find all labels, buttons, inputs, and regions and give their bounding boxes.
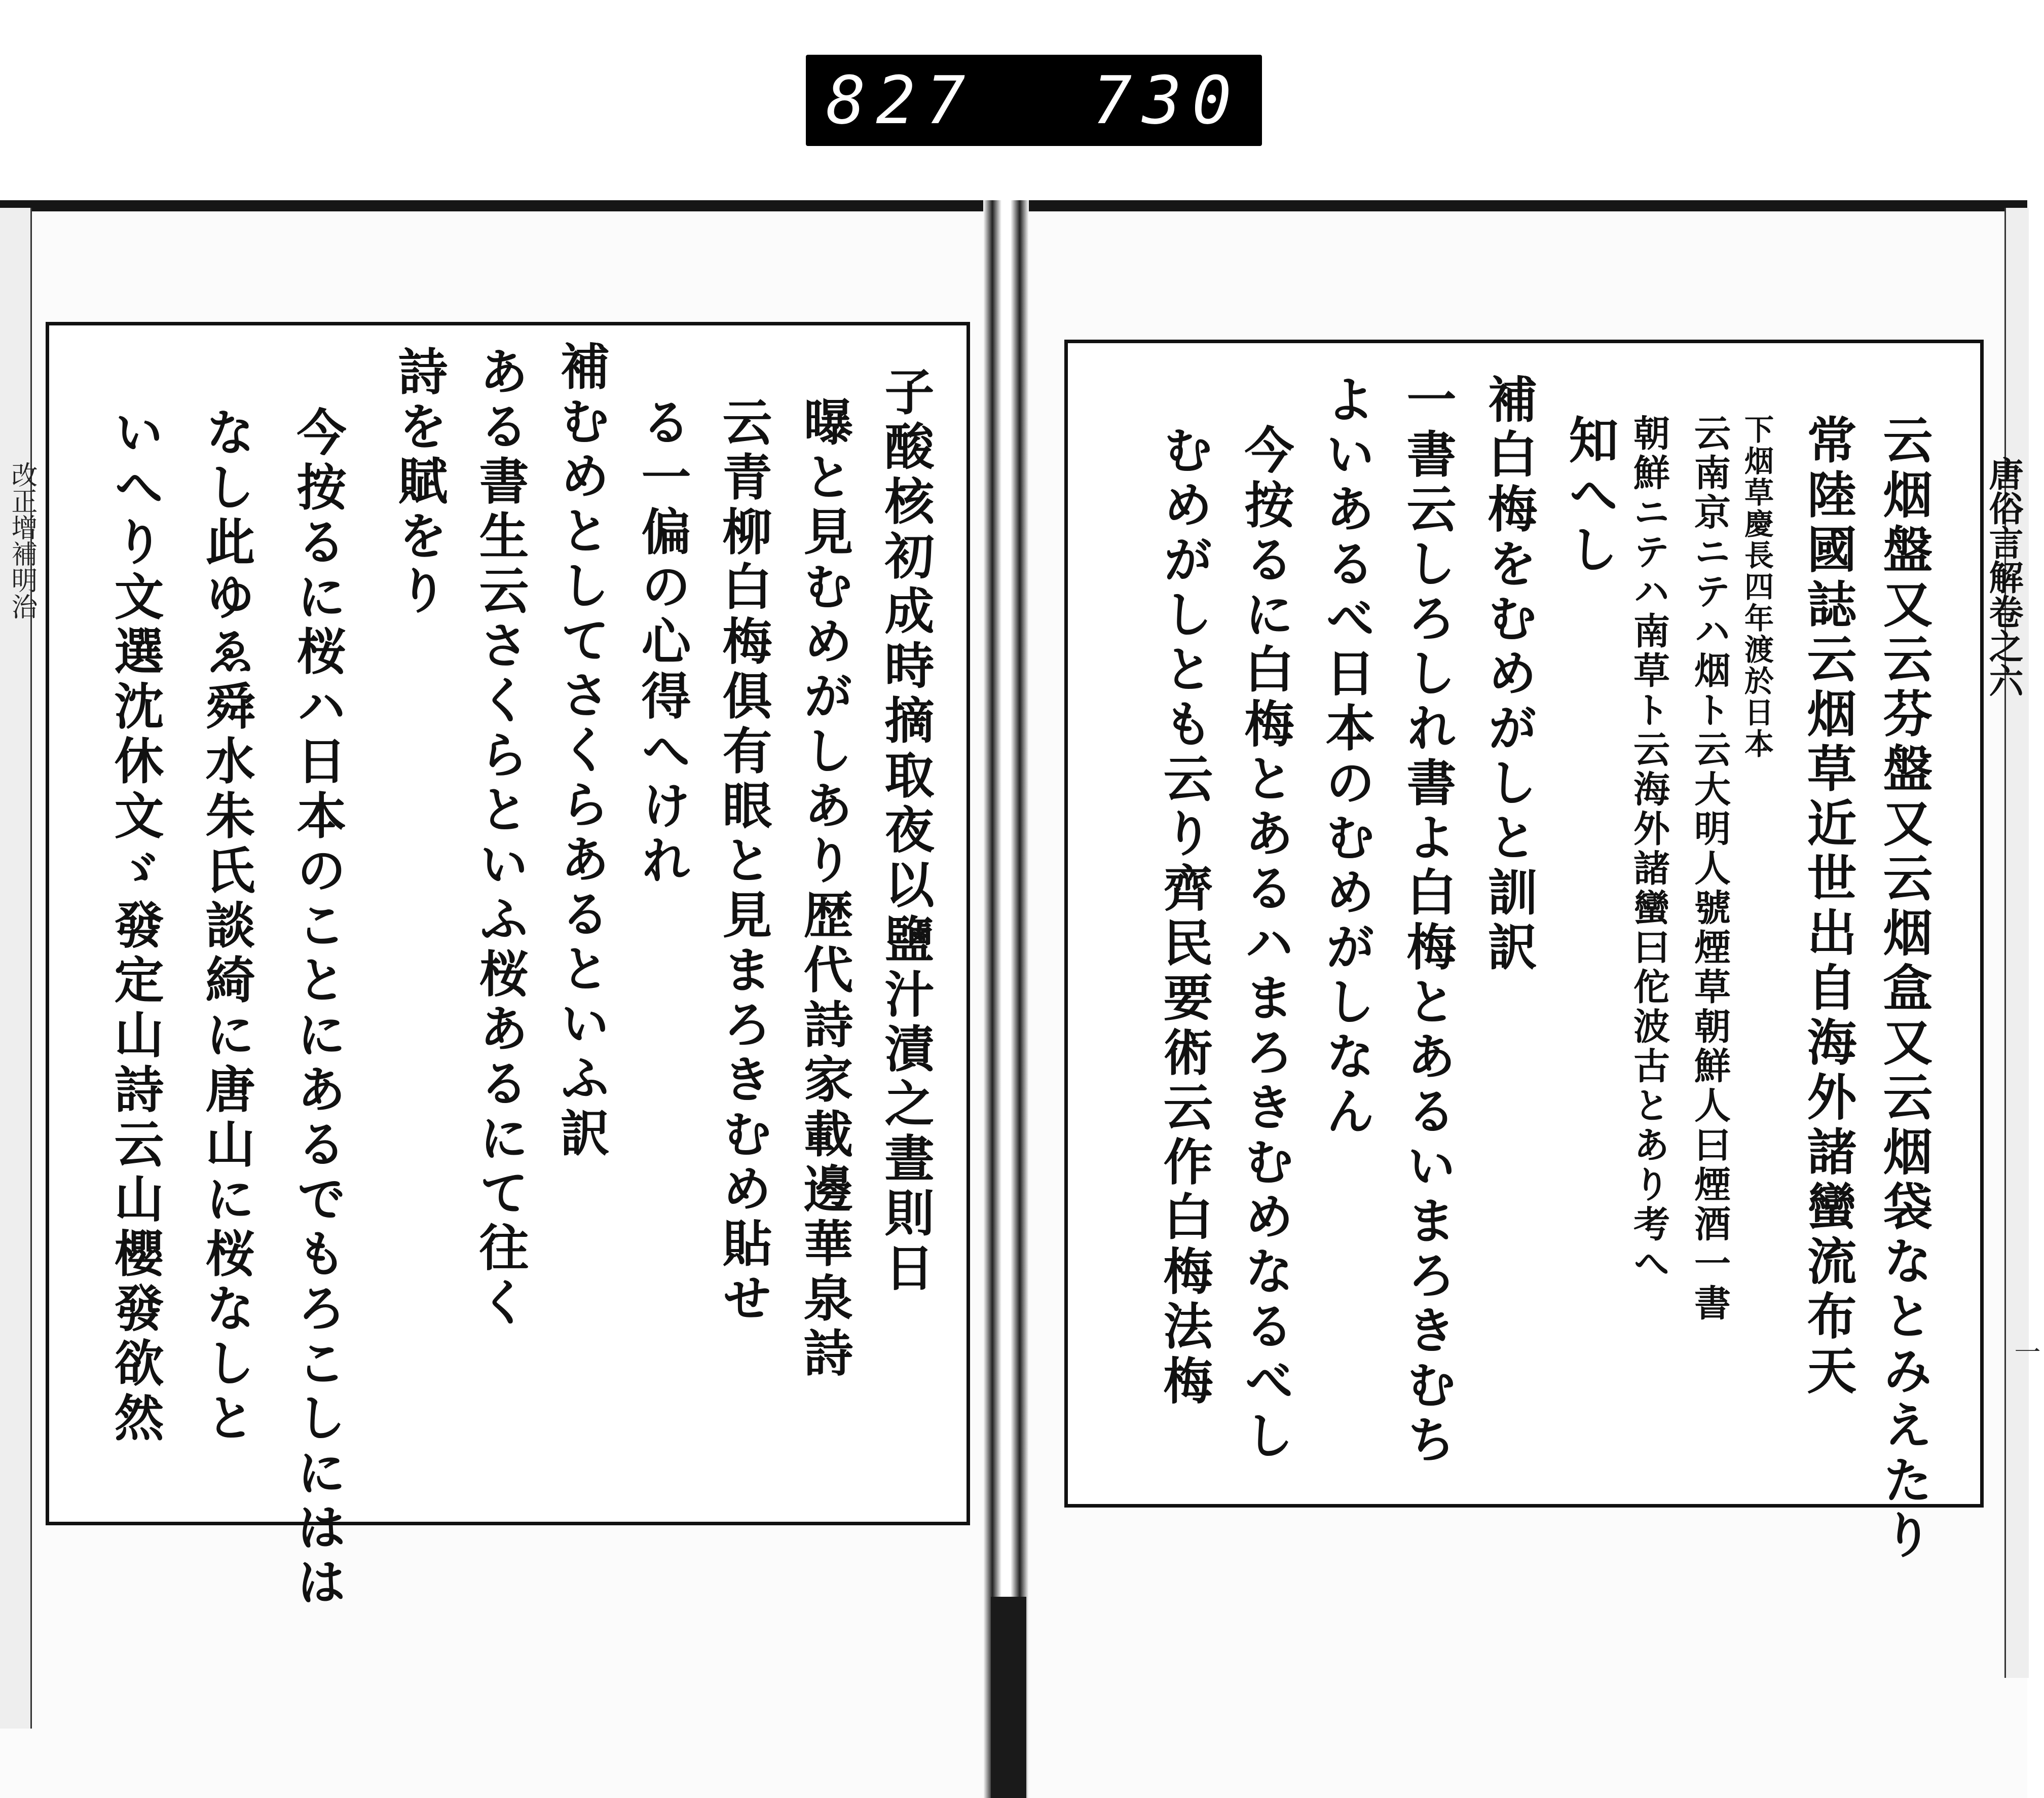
left-page-edge <box>0 208 37 1729</box>
left-column-3: 云青柳白梅俱有眼と見まろきむめ貼せ <box>714 396 772 1327</box>
left-column-2: 曝と見むめがしあり歴代詩家載邊華泉詩 <box>795 396 853 1382</box>
right-column-8: 一書云しろしれ書よ白梅とあるいまろきむち <box>1398 374 1457 1469</box>
right-edge-text: 一 <box>2010 1338 2040 1365</box>
left-column-8: 今按るに桜ハ日本のことにあるでもろこしにはは <box>288 407 347 1611</box>
right-page-heading: 唐俗言解卷之六 <box>1983 456 2024 698</box>
left-column-1: 子酸核初成時摘取夜以鹽汁漬之晝則日 <box>876 366 935 1297</box>
film-label-right-number: 730 <box>1092 62 1242 139</box>
left-column-10: いへり文選沈休文ゞ發定山詩云山櫻發欲然 <box>106 407 164 1447</box>
right-column-5: 朝鮮ニテハ南草ト云海外諸蠻曰佗波古とあり考へ <box>1627 414 1670 1284</box>
right-column-3: 下烟草慶長四年渡於日本 <box>1739 414 1774 760</box>
left-column-9: なし此ゆゑ舜水朱氏談綺に唐山に桜なしと <box>197 407 255 1447</box>
right-column-2: 常陸國誌云烟草近世出自海外諸蠻流布天 <box>1799 414 1857 1400</box>
right-column-4: 云南京ニテハ烟ト云大明人號煙草朝鮮人曰煙酒一書 <box>1688 414 1731 1324</box>
left-edge-text: 改正增補明治 <box>7 461 37 619</box>
left-page-frame <box>46 322 970 1611</box>
right-page-edge <box>2004 208 2040 1678</box>
left-column-4: る一偏の心得へけれ <box>633 396 691 889</box>
right-column-1: 云烟盤又云芬盤又云烟盒又云烟袋なとみえたり <box>1875 414 1933 1564</box>
right-column-9: よいあるべ日本のむめがしなん <box>1317 374 1376 1140</box>
right-page-frame <box>1064 340 1984 1564</box>
book-gutter <box>983 200 1029 1798</box>
right-column-11: むめがしとも云り齊民要術云作白梅法梅 <box>1155 424 1213 1410</box>
left-column-7: 詩を賦をり <box>390 346 448 619</box>
film-label-left-number: 827 <box>826 62 976 139</box>
gutter-shadow <box>991 1597 1026 1798</box>
right-column-6: 知へし <box>1560 414 1619 578</box>
left-column-6: ある書生云さくらといふ桜あるにて往く <box>471 346 529 1331</box>
film-reel-label <box>806 55 1262 146</box>
right-column-10: 今按るに白梅とあるハまろきむめなるべし <box>1236 424 1294 1464</box>
right-column-7: 補白梅をむめがしと訓訳 <box>1479 374 1538 976</box>
left-column-5: 補むめとしてさくらあるといふ訳 <box>552 341 610 1162</box>
